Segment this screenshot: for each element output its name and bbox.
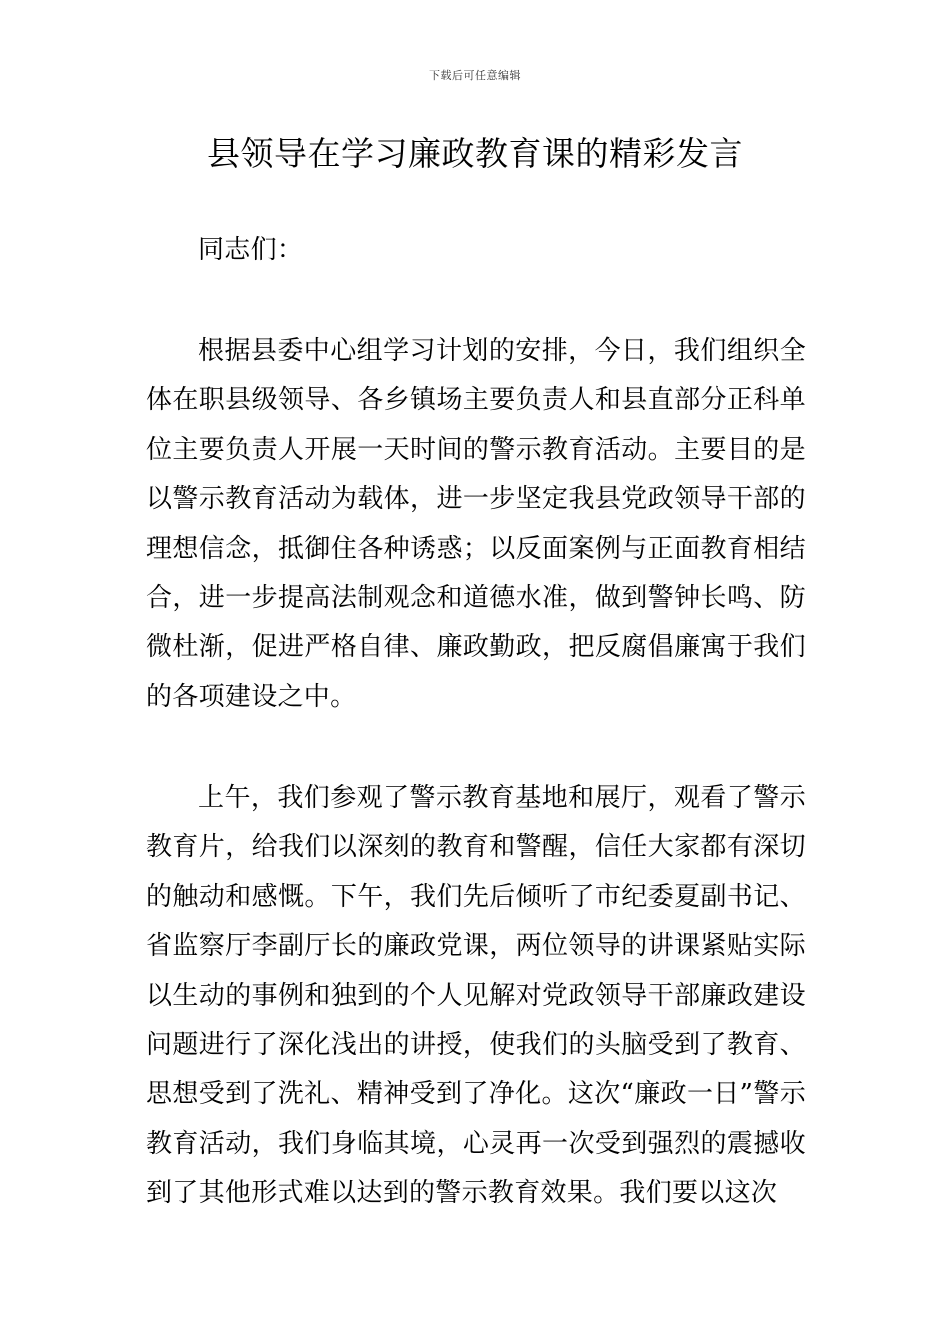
paragraph-1: 根据县委中心组学习计划的安排，今日，我们组织全体在职县级领导、各乡镇场主要负责人和县直部分正科单位主要负责人开展一天时间的警示教育活动。主要目的是以警示教育活动为载体，进一步坚定我县党政领导干部的理想信念，抵御住各种诱惑；以反面案例与正面教育相结合，进一步提高法制观念和道德水准，做到警钟长鸣、防微杜渐，促进严格自律、廉政勤政，把反腐倡廉寓于我们的各项建设之中。 — [146, 336, 806, 712]
document-title: 县领导在学习廉政教育课的精彩发言 — [207, 134, 743, 173]
paragraph-2: 上午，我们参观了警示教育基地和展厅，观看了警示教育片，给我们以深刻的教育和警醒，信任大家都有深切的触动和感慨。下午，我们先后倾听了市纪委夏副书记、省监察厅李副厅长的廉政党课，两位领导的讲课紧贴实际以生动的事例和独到的个人见解对党政领导干部廉政建设问题进行了深化浅出的讲授，使我们的头脑受到了教育、思想受到了洗礼、精神受到了净化。这次“廉政一日”警示教育活动，我们身临其境，心灵再一次受到强烈的震撼收到了其他形式难以达到的警示教育效果。我们要以这次 — [146, 783, 806, 1209]
salutation: 同志们： — [198, 235, 304, 265]
header-note: 下载后可任意编辑 — [429, 69, 521, 82]
